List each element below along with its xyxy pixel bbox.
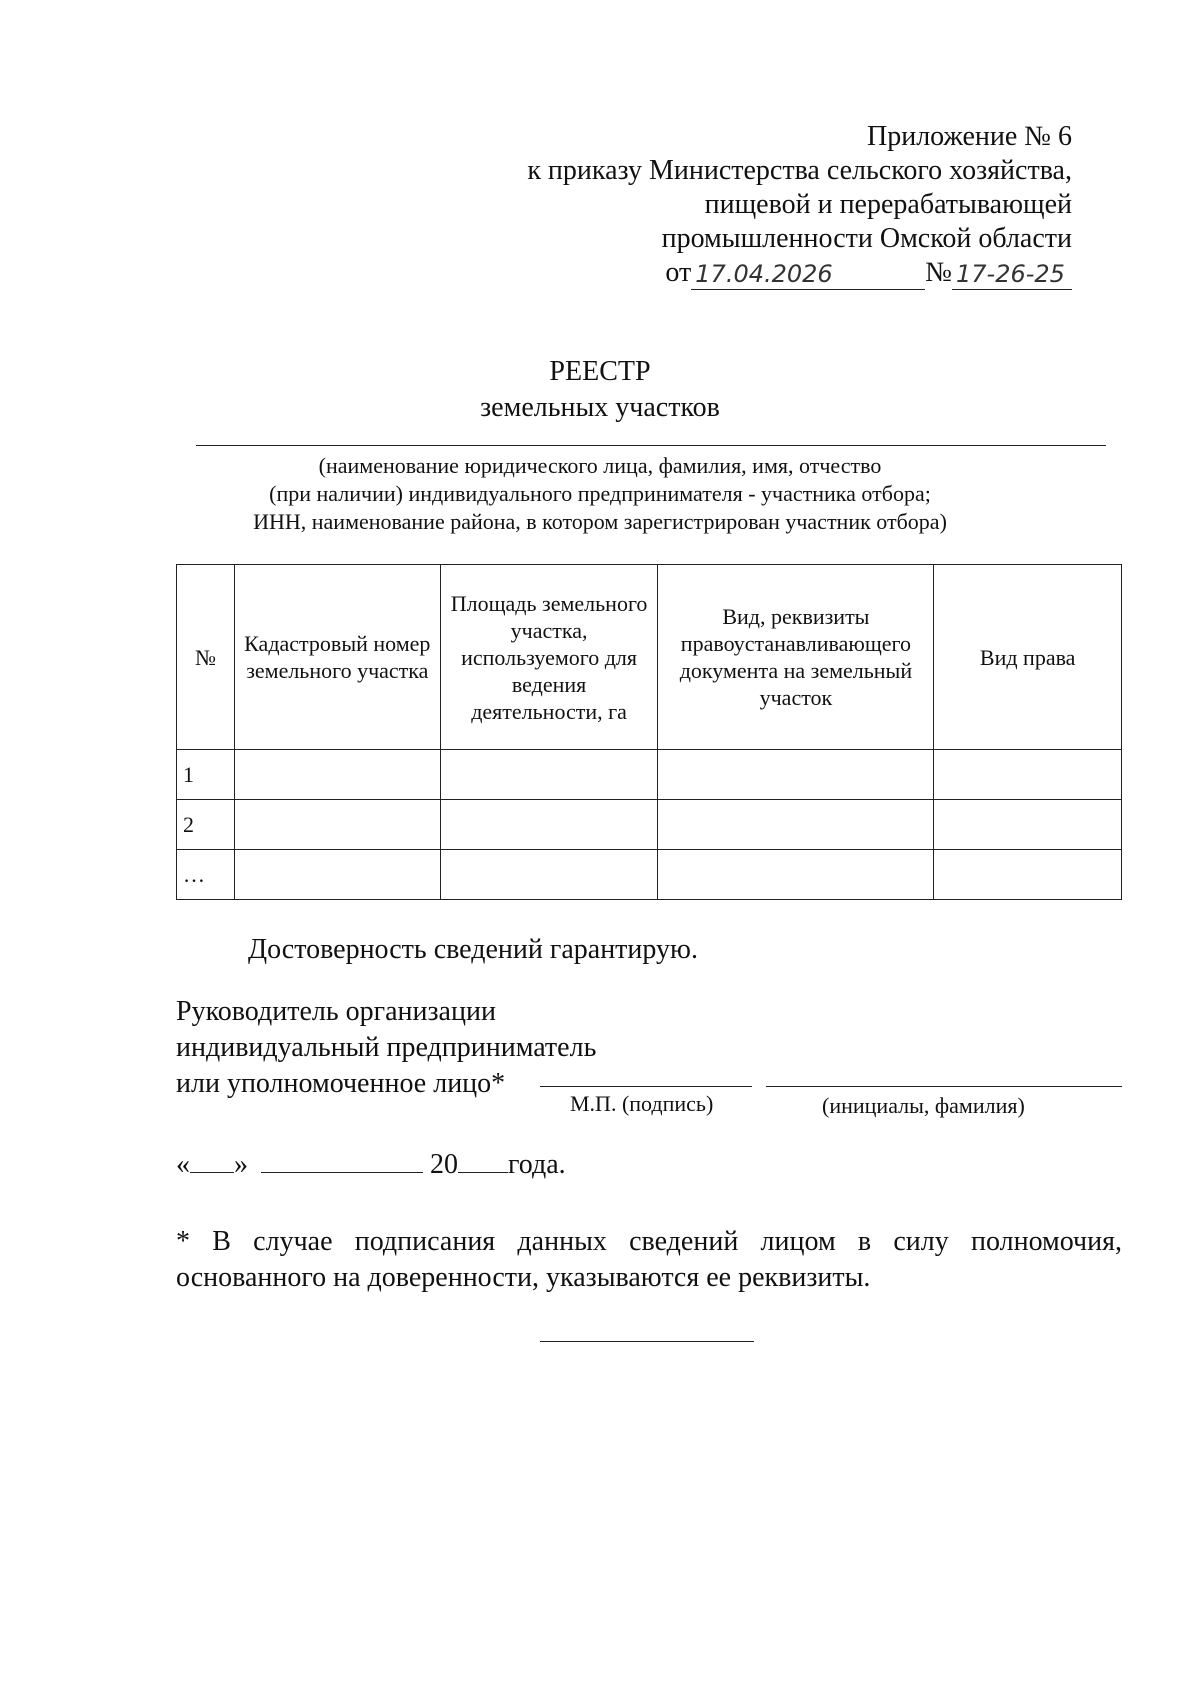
table-cell <box>658 800 934 850</box>
open-quote: « <box>176 1149 190 1180</box>
table-cell <box>658 750 934 800</box>
appendix-header <box>527 120 1072 290</box>
participant-name-line <box>196 445 1106 446</box>
table-header-row <box>177 565 1122 750</box>
year-blank <box>458 1146 508 1173</box>
document-subtitle: земельных участков <box>480 392 720 423</box>
column-header-document: Вид, реквизиты правоустанавливающего документа на земельный участок <box>658 565 934 750</box>
row-number-cell: … <box>177 850 235 900</box>
caption-line-1: (наименование юридического лица, фамилия, имя, отчество <box>318 453 882 478</box>
registry-table <box>176 564 1122 900</box>
appendix-number: Приложение № 6 <box>867 121 1072 152</box>
table-cell <box>234 850 440 900</box>
closing-line <box>540 1341 754 1342</box>
table-row <box>177 800 1122 850</box>
document-title: РЕЕСТР <box>549 356 651 387</box>
column-header-area: Площадь земельного участка, используемого для ведения деятельности, га <box>440 565 658 750</box>
table-cell <box>440 750 658 800</box>
signatory-block <box>176 994 596 1102</box>
footnote: * В случае подписания данных сведений лицом в силу полномочия, основанного на доверенности, указываются ее реквизиты. <box>176 1226 1122 1293</box>
caption-line-2: (при наличии) индивидуального предпринимателя - участника отбора; <box>269 481 931 506</box>
signatory-line-3: или уполномоченное лицо* <box>176 1068 506 1099</box>
order-date-number-line <box>527 256 1072 290</box>
name-line <box>766 1086 1122 1087</box>
table-cell <box>934 750 1122 800</box>
century-label: 20 <box>430 1149 458 1180</box>
number-label: № <box>925 257 952 288</box>
table-cell <box>234 750 440 800</box>
order-number-handwritten: 17-26-25 <box>952 259 1072 290</box>
appendix-order-ref: к приказу Министерства сельского хозяйства, <box>527 155 1072 186</box>
signature-line <box>540 1086 752 1087</box>
table-cell <box>440 800 658 850</box>
table-cell <box>934 850 1122 900</box>
column-header-number: № <box>177 565 235 750</box>
appendix-ministry-line: пищевой и перерабатывающей <box>704 189 1072 220</box>
column-header-cadastral-number: Кадастровый номер земельного участка <box>234 565 440 750</box>
name-caption: (инициалы, фамилия) <box>822 1093 1025 1118</box>
table-cell <box>934 800 1122 850</box>
guarantee-statement: Достоверность сведений гарантирую. <box>248 934 698 965</box>
participant-name-caption <box>0 452 1200 536</box>
table-cell <box>658 850 934 900</box>
month-blank <box>261 1146 423 1173</box>
date-fill-line <box>176 1146 566 1182</box>
order-date-handwritten: 17.04.2026 <box>691 259 925 290</box>
appendix-region-line: промышленности Омской области <box>661 223 1072 254</box>
table-cell <box>234 800 440 850</box>
close-quote: » <box>234 1149 248 1180</box>
from-label: от <box>665 257 692 288</box>
table-row <box>177 850 1122 900</box>
year-suffix: года. <box>508 1149 566 1180</box>
signature-caption: М.П. (подпись) <box>570 1091 714 1116</box>
column-header-right-type: Вид права <box>934 565 1122 750</box>
day-blank <box>190 1146 234 1173</box>
row-number-cell: 1 <box>177 750 235 800</box>
row-number-cell: 2 <box>177 800 235 850</box>
table-cell <box>440 850 658 900</box>
caption-line-3: ИНН, наименование района, в котором зарегистрирован участник отбора) <box>253 509 947 534</box>
table-row <box>177 750 1122 800</box>
signatory-line-1: Руководитель организации <box>176 996 496 1027</box>
signatory-line-2: индивидуальный предприниматель <box>176 1032 597 1063</box>
